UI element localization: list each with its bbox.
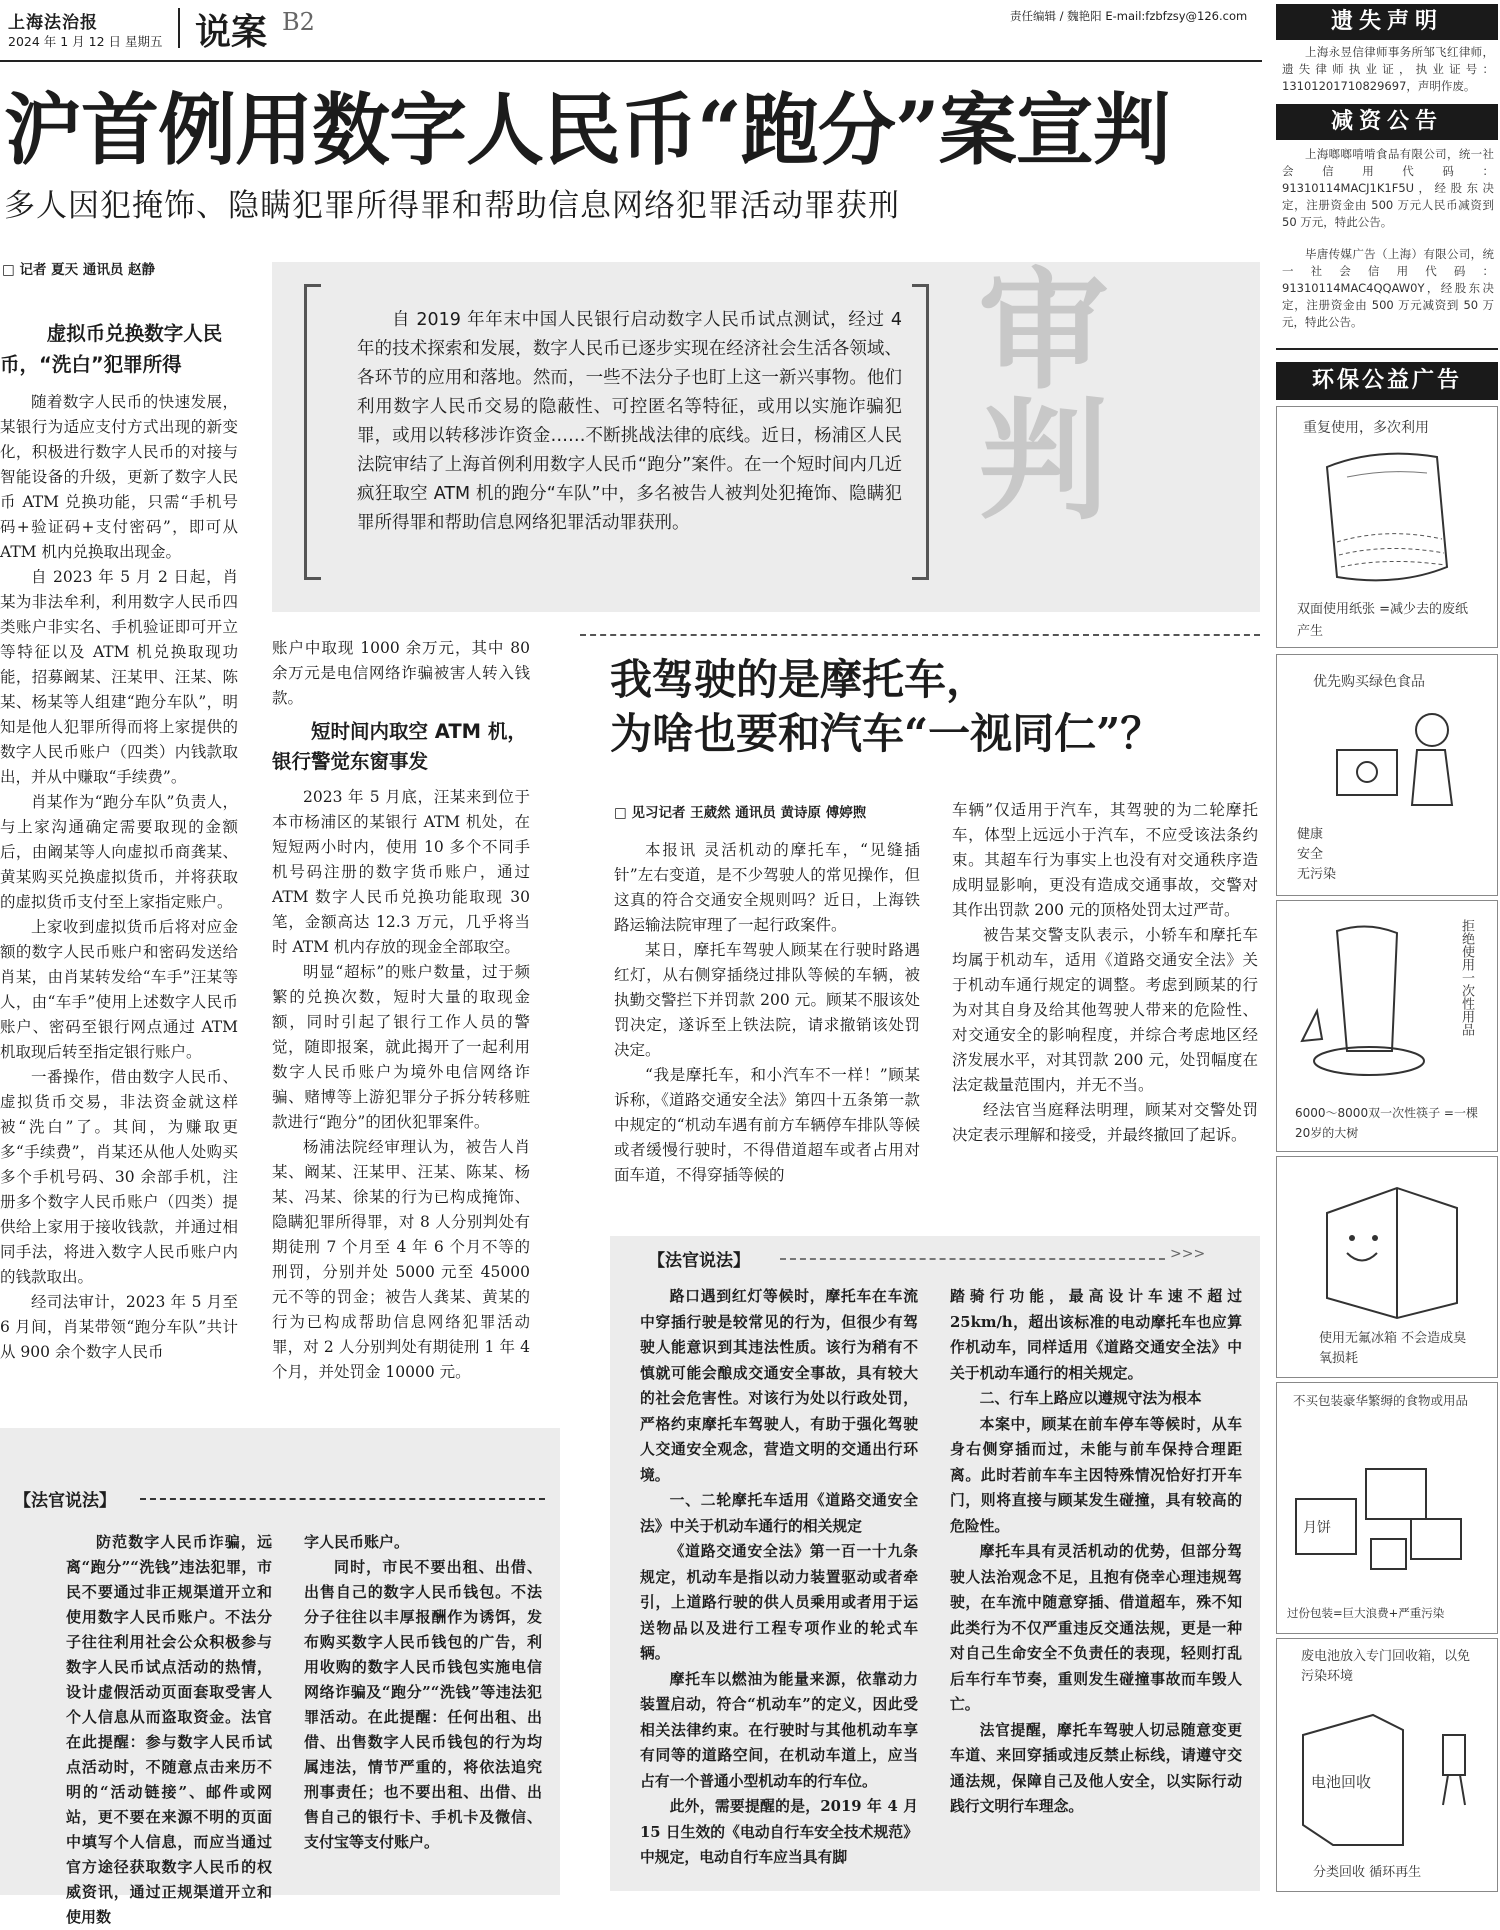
deco-character: 审判 (957, 262, 1110, 522)
story2-byline: □ 见习记者 王葳然 通讯员 黄诗原 傅婷煦 (614, 805, 867, 821)
story2-headline-2: 为啥也要和汽车“一视同仁”？ (610, 709, 1163, 758)
main-story-bottom-band (0, 1428, 560, 1458)
reduce-item-2: 毕唐传媒广告（上海）有限公司，统一社会信用代码：91310114MAC4QQAW0Y，经股东决定，注册资金由 500 万元减资到 50 万元，特此公告。 (1282, 247, 1494, 329)
issue-date: 2024 年 1 月 12 日 星期五 (8, 34, 163, 49)
paragraph: 2023 年 5 月底，汪某来到位于本市杨浦区的某银行 ATM 机处，在短短两小时内，使用 10 多个不同手机号码注册的数字货币账户，通过 ATM 数字人民币兑换功能取现 30 笔，金额高达 12.3 万元，几乎将当时 ATM 机内存放的现金全部取空。 (272, 788, 530, 956)
eco-panel-fridge-caption: 使用无氟冰箱 不会造成臭氧损耗 (1319, 1331, 1467, 1366)
paragraph: “我是摩托车，和小汽车不一样！”顾某诉称，《道路交通安全法》第四十五条第一款中规定的“机动车遇有前方车辆停车排队等候或者缓慢行驶时，不得借道超车或者占用对面车道，不得穿插等候的 (614, 1066, 920, 1184)
col2-body-first (272, 636, 530, 711)
paragraph: 账户中取现 1000 余万元，其中 80 余万元是电信网络诈骗被害人转入钱款。 (272, 639, 530, 707)
section-name: 说案 (195, 11, 268, 53)
story2-dash-rule (580, 634, 1260, 636)
main-col1 (0, 318, 238, 1365)
page-number: B2 (282, 8, 315, 36)
fridge-icon (1307, 1173, 1477, 1323)
paragraph: 经司法审计，2023 年 5 月至 6 月间，肖某带领“跑分车队”共计从 900 余个数字人民币 (0, 1293, 238, 1361)
lost-notice-title: 遗失声明 (1276, 4, 1498, 40)
judge-box-main-dash (140, 1498, 545, 1500)
paragraph: 《道路交通安全法》第一百一十九条规定，机动车是指以动力装置驱动或者牵引，上道路行驶的供人员乘用或者用于运送物品以及进行工程专项作业的轮式车辆。 (640, 1543, 918, 1662)
paragraph: 摩托车以燃油为能量来源，依靠动力装置启动，符合“机动车”的定义，因此受相关法律约束。在行驶时与其他机动车享有同等的道路空间，在机动车道上，应当占有一个普通小型机动车的行车位。 (640, 1670, 918, 1790)
eco-panel-chopsticks (1276, 900, 1498, 1152)
tree-stump-icon (1297, 921, 1447, 1101)
eco-panel-paper (1276, 406, 1498, 648)
eco-panel-green-food-tag-1: 健康 (1297, 827, 1324, 842)
story2-headline-1: 我驾驶的是摩托车， (610, 655, 989, 704)
paper-sheet-icon (1307, 447, 1467, 597)
col1-body (0, 390, 238, 1365)
eco-panel-chopsticks-side: 拒绝使用一次性用品 (1459, 919, 1474, 1036)
judge-box-story2-arrow: >>> (1170, 1246, 1206, 1262)
eco-panel-packaging-caption-bottom: 过份包装=巨大浪费+严重污染 (1287, 1606, 1445, 1620)
eco-panel-battery-box-label: 电池回收 (1311, 1773, 1372, 1791)
eco-panel-green-food (1276, 654, 1498, 896)
paragraph: 经法官当庭释法明理，顾某对交警处罚决定表示理解和接受，并最终撤回了起诉。 (952, 1101, 1258, 1144)
judge-box-main-title: 【法官说法】 (14, 1491, 116, 1511)
judge-box-story2-dash (780, 1258, 1165, 1260)
col1-heading: 虚拟币兑换数字人民币，“洗白”犯罪所得 (0, 322, 223, 376)
col2-heading: 短时间内取空 ATM 机，银行警觉东窗事发 (272, 720, 527, 773)
paragraph: 肖某作为“跑分车队”负责人，与上家沟通确定需要取现的金额后，由阚某等人向虚拟币商龚某、黄某购买兑换虚拟货币，并将获取的虚拟货币支付至上家指定账户。 (0, 793, 238, 911)
reduce-notice-title: 减资公告 (1276, 104, 1498, 140)
judge-box-story2-col1 (640, 1284, 918, 1871)
eco-panel-green-food-tag-3: 无污染 (1297, 867, 1337, 882)
paragraph: 防范数字人民币诈骗，远离“跑分”“洗钱”违法犯罪，市民不要通过非正规渠道开立和使用数字人民币账户。不法分子往往利用社会公众积极参与数字人民币试点活动的热情，设计虚假活动页面套取受害人个人信息从而盗取资金。法官在此提醒：参与数字人民币试点活动时，不随意点击来历不明的“活动链接”、邮件或网站，更不要在来源不明的页面中填写个人信息，而应当通过官方途径获取数字人民币的权威资讯，通过正规渠道开立和使用数 (66, 1533, 272, 1926)
judge-box-story2-title: 【法官说法】 (648, 1251, 750, 1271)
paragraph: 摩托车具有灵活机动的优势，但部分驾驶人法治观念不足，且抱有侥幸心理违规驾驶，在车流中随意穿插、借道超车，殊不知此类行为不仅严重违反交通法规，更是一种对自己生命安全不负责任的表现，轻则打乱后车行车节奏，重则发生碰撞事故而车毁人亡。 (950, 1543, 1242, 1713)
lost-notice-text: 上海永昱信律师事务所邹飞红律师，遗失律师执业证，执业证号：13101201710829697，声明作废。 (1282, 45, 1494, 93)
paragraph: 同时，市民不要出租、出借、出售自己的数字人民币钱包。不法分子往往以丰厚报酬作为诱饵，发布购买数字人民币钱包的广告，利用收购的数字人民币钱包实施电信网络诈骗及“跑分”“洗钱”等违法犯罪活动。在此提醒：任何出租、出借、出售数字人民币钱包的行为均属违法，情节严重的，将依法追究刑事责任；也不要出租、出借、出售自己的银行卡、手机卡及微信、支付宝等支付账户。 (304, 1558, 542, 1851)
eco-ad-title: 环保公益广告 (1276, 362, 1498, 400)
judge-box-main-col1 (66, 1530, 272, 1930)
main-byline: □ 记者 夏天 通讯员 赵静 (2, 262, 156, 278)
paragraph: 车辆”仅适用于汽车，其驾驶的为二轮摩托车，体型上远远小于汽车，不应受该法条约束。其超车行为事实上也没有对交通秩序造成明显影响，更没有造成交通事故，交警对其作出罚款 200 元的顶格处罚太过严苛。 (952, 801, 1258, 919)
masthead (0, 0, 1260, 60)
paragraph: 本报讯 灵活机动的摩托车，“见缝插针”左右变道，是不少驾驶人的常见操作，但这真的符合交通安全规则吗？近日，上海铁路运输法院审理了一起行政案件。 (614, 841, 920, 934)
paragraph: 路口遇到红灯等候时，摩托车在车流中穿插行驶是较常见的行为，但很少有驾驶人能意识到其违法性质。该行为稍有不慎就可能会酿成交通安全事故，具有较大的社会危害性。对该行为处以行政处罚，严格约束摩托车驾驶人，有助于强化驾驶人交通安全观念，营造文明的交通出行环境。 (640, 1288, 918, 1484)
judge-box-story2-col2 (950, 1284, 1242, 1820)
judge-box-main-col2 (304, 1530, 542, 1855)
paragraph: 踏骑行功能，最高设计车速不超过 25km/h，超出该标准的电动摩托车也应算作机动车，同样适用《道路交通安全法》中关于机动车通行的相关规定。 (950, 1288, 1242, 1382)
paragraph: 明显“超标”的账户数量，过于频繁的兑换次数，短时大量的取现金额，同时引起了银行工作人员的警觉，随即报案，就此揭开了一起利用数字人民币账户为境外电信网络诈骗、赌博等上游犯罪分子拆分转移赃款进行“跑分”的团伙犯罪案件。 (272, 963, 530, 1131)
shopping-girl-icon (1317, 705, 1487, 825)
paragraph: 杨浦法院经审理认为，被告人肖某、阚某、汪某甲、汪某、陈某、杨某、冯某、徐某的行为已构成掩饰、隐瞒犯罪所得罪，对 8 人分别判处有期徒刑 7 个月至 4 年 6 个月不等的刑罚，分别并处 5000 元至 45000 元不等的罚金；被告人龚某、黄某的行为已构成帮助信息网络犯罪活动罪，对 2 人分别判处有期徒刑 1 年 4 个月，并处罚金 10000 元。 (272, 1138, 530, 1381)
paragraph: 本案中，顾某在前车停车等候时，从车身右侧穿插而过，未能与前车保持合理距离。此时若前车车主因特殊情况恰好打开车门，则将直接与顾某发生碰撞，具有较高的危险性。 (950, 1415, 1242, 1535)
gift-boxes-icon (1291, 1439, 1481, 1589)
paragraph: 自 2023 年 5 月 2 日起，肖某为非法牟利，利用数字人民币四类账户非实名、手机验证即可开立等特征以及 ATM 机兑换取现功能，招募阚某、汪某甲、汪某、陈某、杨某等人组建“跑分车队”，明知是他人犯罪所得而将上家提供的数字人民币账户（四类）内钱款取出，并从中赚取“手续费”。 (0, 568, 238, 786)
story2-col2 (952, 798, 1258, 1148)
paragraph: 一番操作，借由数字人民币、虚拟货币交易，非法资金就这样被“洗白”了。其间，为赚取更多“手续费”，肖某还从他人处购买多个手机号码、30 余部手机，注册多个数字人民币账户（四类）提供给上家用于接收钱款，并通过相同手法，将进入数字人民币账户内的钱款取出。 (0, 1068, 238, 1286)
eco-panel-paper-caption-bottom: 双面使用纸张 =减少去的废纸产生 (1297, 602, 1469, 639)
main-subheadline: 多人因犯掩饰、隐瞒犯罪所得罪和帮助信息网络犯罪活动罪获刑 (4, 188, 900, 224)
eco-panel-green-food-tag-2: 安全 (1297, 847, 1324, 862)
story2-col1 (614, 838, 920, 1188)
eco-panel-packaging-box-label: 月饼 (1303, 1520, 1331, 1536)
eco-panel-battery-caption-bottom: 分类回收 循环再生 (1313, 1865, 1422, 1880)
eco-panel-battery (1276, 1638, 1498, 1892)
judge-subheading: 一、二轮摩托车适用《道路交通安全法》中关于机动车通行的相关规定 (640, 1492, 918, 1535)
editor-line: 责任编辑 / 魏艳阳 E-mail:fzbfzsy@126.com (1010, 9, 1248, 23)
paragraph: 此外，需要提醒的是，2019 年 4 月 15 日生效的《电动自行车安全技术规范》中规定，电动自行车应当具有脚 (640, 1798, 918, 1866)
eco-panel-green-food-caption-top: 优先购买绿色食品 (1313, 674, 1425, 690)
eco-panel-battery-caption-top: 废电池放入专门回收箱，以免污染环境 (1301, 1649, 1471, 1684)
sidebar-divider (1276, 348, 1498, 350)
judge-box-story2 (610, 1236, 1260, 1891)
paragraph: 被告某交警支队表示，小轿车和摩托车均属于机动车，适用《道路交通安全法》关于机动车通行规定的调整。考虑到顾某的行为对其自身及给其他驾驶人带来的危险性、对交通安全的影响程度，并综合考虑地区经济发展水平，对其罚款 200 元，处罚幅度在法定裁量范围内，并无不当。 (952, 926, 1258, 1094)
eco-panel-paper-caption-top: 重复使用，多次利用 (1303, 420, 1429, 436)
eco-panel-fridge (1276, 1156, 1498, 1378)
eco-panel-packaging (1276, 1382, 1498, 1634)
paper-name: 上海法治报 (8, 13, 98, 33)
col2-body (272, 785, 530, 1385)
lead-box (272, 262, 1260, 612)
eco-panel-chopsticks-caption-bottom: 6000～8000双一次性筷子 =一棵20岁的大树 (1295, 1106, 1478, 1140)
paragraph: 上家收到虚拟货币后将对应金额的数字人民币账户和密码发送给肖某，由肖某转发给“车手”汪某等人，由“车手”使用上述数字人民币账户、密码至银行网点通过 ATM 机取现后转至指定银行账户。 (0, 918, 238, 1061)
reduce-item-1: 上海啷啷啃啃食品有限公司，统一社会信用代码：91310114MACJ1K1F5U，经股东决定，注册资金由 500 万元人民币减资到 50 万元，特此公告。 (1282, 147, 1494, 229)
eco-panel-packaging-caption-top: 不买包装豪华繁缛的食物或用品 (1293, 1393, 1469, 1408)
paragraph: 某日，摩托车驾驶人顾某在行驶时路遇红灯，从右侧穿插绕过排队等候的车辆，被执勤交警拦下并罚款 200 元。顾某不服该处罚决定，遂诉至上铁法院，请求撤销该处罚决定。 (614, 941, 920, 1059)
masthead-divider (178, 8, 180, 48)
sidebar (1276, 0, 1500, 1895)
paragraph: 随着数字人民币的快速发展，某银行为适应支付方式出现的新变化，积极进行数字人民币的对接与智能设备的升级，更新了数字人民币 ATM 兑换功能，只需“手机号码+验证码+支付密码”，即可从 ATM 机内兑换取出现金。 (0, 393, 238, 561)
lead-bracket-left (304, 284, 321, 580)
main-col2 (272, 636, 530, 1385)
main-headline: 沪首例用数字人民币“跑分”案宣判 (4, 85, 1170, 176)
paragraph: 字人民币账户。 (304, 1533, 410, 1551)
lead-bracket-right (912, 284, 929, 580)
masthead-rule (0, 60, 1262, 62)
judge-box-main (0, 1458, 560, 1926)
judge-subheading: 二、行车上路应以遵规守法为根本 (979, 1390, 1202, 1407)
lead-paragraph: 自 2019 年年末中国人民银行启动数字人民币试点测试，经过 4 年的技术探索和发展，数字人民币已逐步实现在经济社会生活各领域、各环节的应用和落地。然而，一些不法分子也盯上这一新兴事物。他们利用数字人民币交易的隐蔽性、可控匿名等特征，或用以实施诈骗犯罪，或用以转移涉诈资金……不断挑战法律的底线。近日，杨浦区人民法院审结了上海首例利用数字人民币“跑分”案件。在一个短时间内几近疯狂取空 ATM 机的跑分“车队”中，多名被告人被判处犯掩饰、隐瞒犯罪所得罪和帮助信息网络犯罪活动罪获刑。 (357, 310, 902, 533)
paragraph: 法官提醒，摩托车驾驶人切忌随意变更车道、来回穿插或违反禁止标线，请遵守交通法规，保障自己及他人安全，以实际行动践行文明行车理念。 (950, 1721, 1242, 1815)
